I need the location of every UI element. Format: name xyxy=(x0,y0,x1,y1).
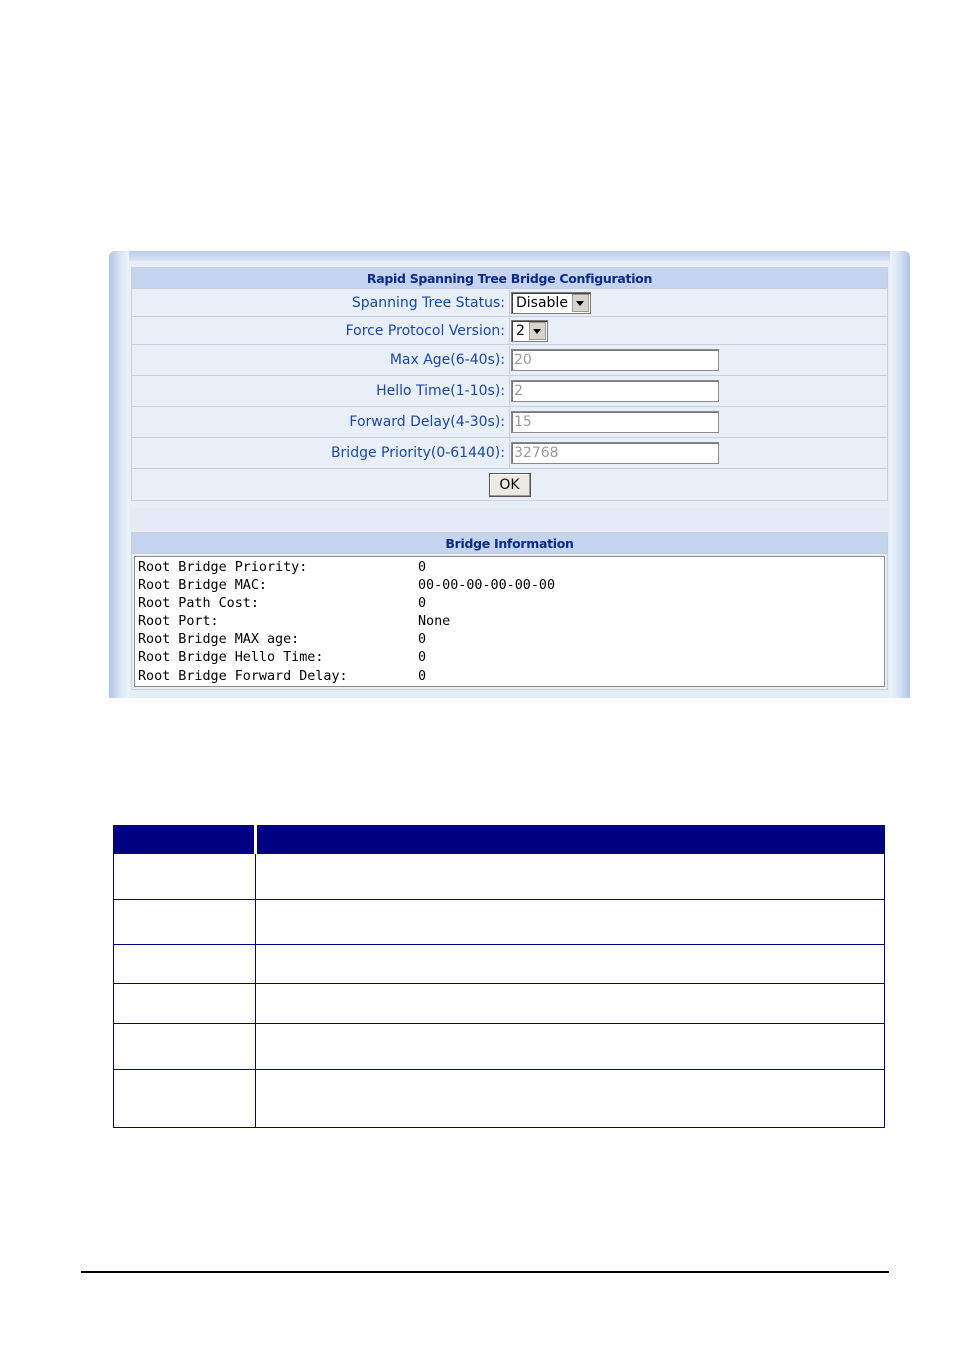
forward-delay-label: Forward Delay(4-30s): xyxy=(132,407,510,438)
hello-time-label: Hello Time(1-10s): xyxy=(132,376,510,407)
info-row: Root Bridge MAC: 00-00-00-00-00-00 xyxy=(138,578,556,594)
table-row-cell xyxy=(256,945,885,984)
info-row: Root Bridge Forward Delay: 0 xyxy=(138,668,427,684)
bridge-info-table xyxy=(131,532,888,690)
force-protocol-version-label: Force Protocol Version: xyxy=(132,317,510,345)
bridge-priority-input[interactable]: 32768 xyxy=(511,442,719,464)
table-row-cell xyxy=(256,1024,885,1070)
hello-time-input[interactable]: 2 xyxy=(511,380,719,402)
table-row-cell xyxy=(114,1024,256,1070)
table-row-cell xyxy=(256,1070,885,1128)
description-table xyxy=(113,825,885,1128)
dropdown-arrow-icon[interactable] xyxy=(572,294,589,312)
table-row-cell xyxy=(256,900,885,945)
desc-header-object xyxy=(114,826,256,854)
ok-button[interactable]: OK xyxy=(489,473,531,497)
table-row-cell xyxy=(114,984,256,1024)
table-row-cell xyxy=(114,900,256,945)
max-age-input[interactable]: 20 xyxy=(511,349,719,371)
footer-rule xyxy=(81,1271,889,1273)
info-row: Root Port: None xyxy=(138,614,451,630)
info-row: Root Bridge MAX age: 0 xyxy=(138,632,427,648)
panel-left-border xyxy=(109,251,129,698)
table-row-cell xyxy=(114,854,256,900)
info-row: Root Bridge Priority: 0 xyxy=(138,560,427,575)
spanning-tree-status-label: Spanning Tree Status: xyxy=(132,289,510,317)
table-row-cell xyxy=(114,945,256,984)
table-row-cell xyxy=(256,854,885,900)
table-row-cell xyxy=(256,984,885,1024)
forward-delay-input[interactable]: 15 xyxy=(511,411,719,433)
table-row-cell xyxy=(114,1070,256,1128)
config-title: Rapid Spanning Tree Bridge Configuration xyxy=(132,268,888,289)
bridge-config-table xyxy=(131,267,888,501)
desc-header-description xyxy=(256,826,885,854)
bridge-priority-label: Bridge Priority(0-61440): xyxy=(132,438,510,469)
info-row: Root Path Cost: 0 xyxy=(138,596,427,612)
section-gap xyxy=(131,508,888,530)
info-title: Bridge Information xyxy=(132,533,888,554)
force-protocol-version-select[interactable]: 2 xyxy=(511,320,548,342)
screenshot-panel xyxy=(109,251,910,698)
dropdown-arrow-icon[interactable] xyxy=(529,322,546,340)
info-row: Root Bridge Hello Time: 0 xyxy=(138,650,427,666)
spanning-tree-status-select[interactable]: Disable xyxy=(511,292,591,314)
bridge-info-textarea[interactable] xyxy=(134,556,885,687)
panel-right-border xyxy=(890,251,910,698)
max-age-label: Max Age(6-40s): xyxy=(132,345,510,376)
panel-top-border xyxy=(109,251,910,261)
